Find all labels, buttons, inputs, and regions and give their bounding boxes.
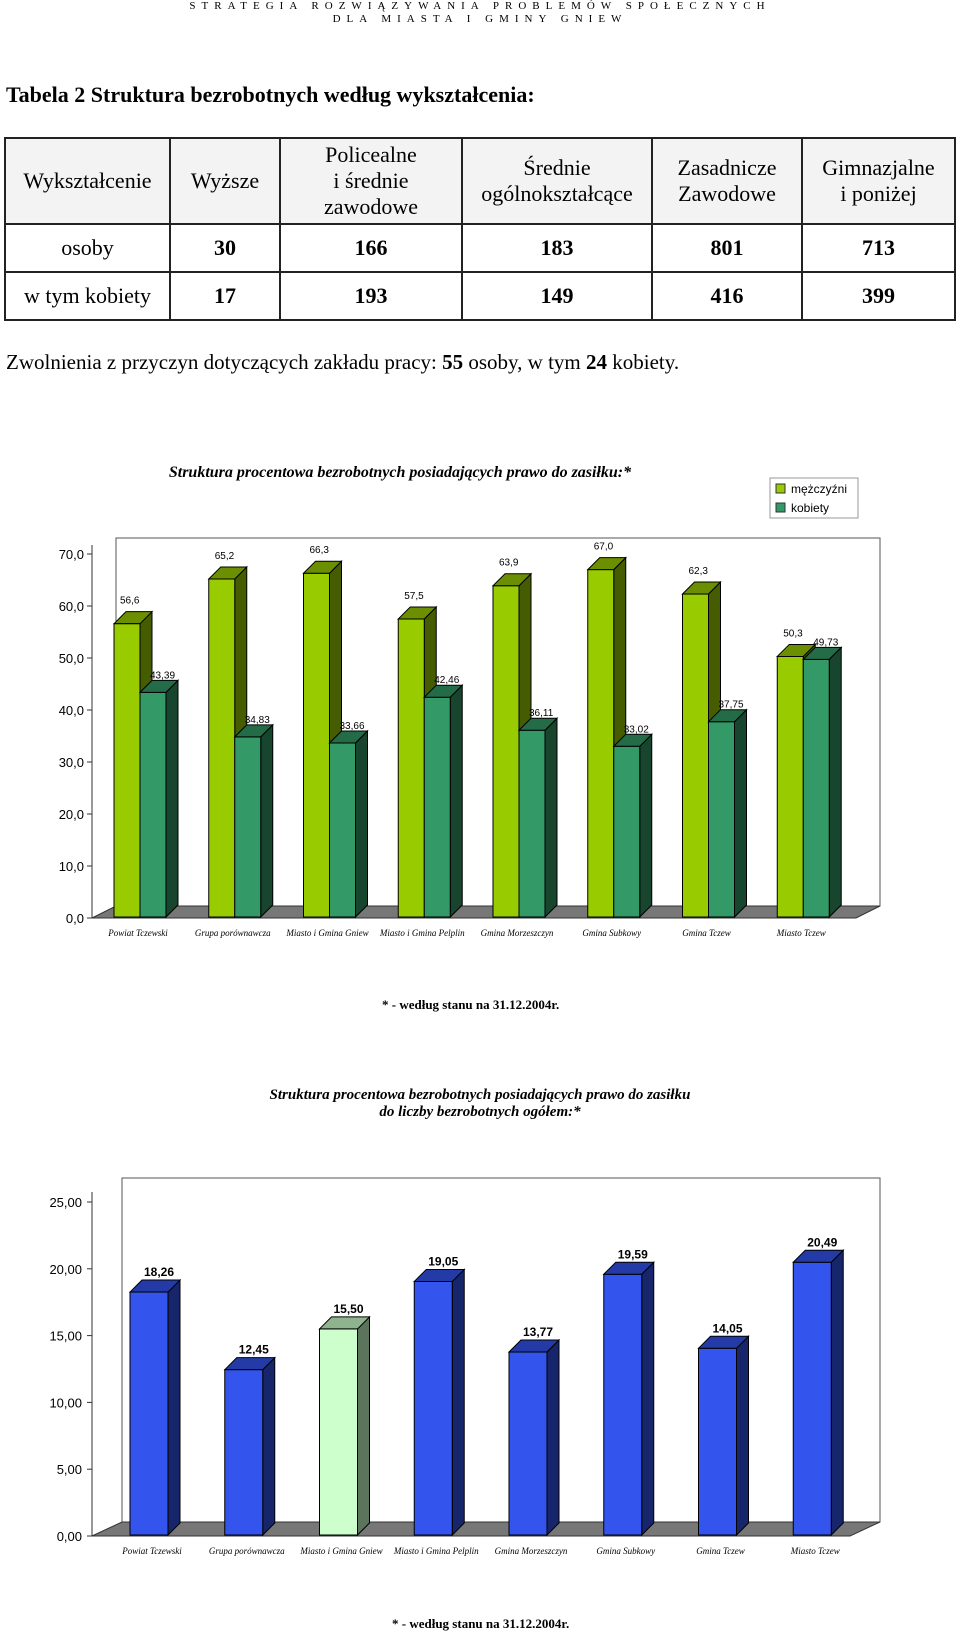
bar-front: [424, 697, 450, 917]
legend-swatch: [776, 484, 785, 493]
bar-front: [709, 722, 735, 917]
chart2-data-label: 13,77: [523, 1325, 554, 1340]
chart2-bar: [225, 1358, 275, 1535]
header-line-1: STRATEGIA ROZWIĄZYWANIA PROBLEMÓW SPOŁECZNYCH: [189, 0, 771, 12]
bar-front: [304, 573, 330, 917]
bar-side: [829, 647, 841, 917]
bar-side: [545, 718, 557, 917]
chart1-data-label: 57,5: [404, 591, 424, 602]
chart2-data-label: 14,05: [712, 1321, 743, 1336]
bar-side: [737, 1336, 749, 1535]
bar-front: [793, 1262, 831, 1535]
chart2-bar: [793, 1250, 843, 1535]
chart2-title: [120, 1087, 840, 1121]
bar-front: [225, 1370, 263, 1535]
bar-side: [735, 710, 747, 917]
table-cell: 17: [170, 272, 280, 320]
table-cell: 193: [280, 272, 462, 320]
header-cell-general-secondary: [462, 138, 652, 224]
table-cell: 713: [802, 224, 955, 272]
chart1-data-label: 49,73: [813, 637, 839, 649]
bar-side: [640, 734, 652, 917]
chart1-category-label: Gmina Morzeszczyn: [480, 928, 554, 938]
chart1-bar: [424, 685, 462, 917]
chart1-category-label: Powiat Tczewski: [108, 928, 168, 938]
bar-side: [547, 1340, 559, 1535]
note-text: kobiety.: [607, 350, 680, 374]
header-cell-postsecondary: [280, 138, 462, 224]
dismissal-note: [6, 350, 679, 375]
legend-label: mężczyźni: [791, 482, 848, 496]
chart1-bar: [519, 718, 557, 917]
bar-front: [777, 656, 803, 917]
chart1-category-label: Gmina Tczew: [682, 928, 731, 938]
chart2-footnote: * - według stanu na 31.12.2004r.: [392, 1616, 570, 1631]
chart1-category-label: Grupa porównawcza: [194, 928, 271, 938]
chart1-y-tick-label: 70,0: [58, 547, 84, 562]
legend-label: kobiety: [791, 501, 830, 515]
chart1-legend: [770, 478, 858, 518]
chart2-y-tick-label: 0,00: [56, 1529, 82, 1544]
chart2-title-line2: do liczby bezrobotnych ogółem:*: [379, 1104, 581, 1120]
bar-front: [493, 586, 519, 917]
bar-front: [235, 737, 261, 917]
header-cell-education: Wykształcenie: [5, 138, 170, 224]
table-title: Tabela 2 Struktura bezrobotnych według wykształcenia:: [6, 82, 535, 107]
header-text: Policealne: [325, 142, 417, 167]
chart1-data-label: 37,75: [718, 699, 744, 711]
chart1-bar: [709, 710, 747, 917]
header-line-2: DLA MIASTA I GMINY GNIEW: [332, 13, 628, 25]
chart1-y-tick-label: 10,0: [58, 859, 84, 874]
chart1-y-tick-label: 20,0: [58, 807, 84, 822]
chart1-data-label: 62,3: [688, 566, 708, 578]
chart1-data-label: 36,11: [529, 708, 554, 720]
header-cell-lower-secondary: [802, 138, 955, 224]
table-cell: 801: [652, 224, 802, 272]
header-text: ogólnokształcące: [481, 181, 633, 206]
chart2-bar: [320, 1317, 370, 1535]
chart1-bar: [330, 731, 368, 917]
note-number: 24: [586, 350, 608, 374]
chart1-category-label: Miasto i Gmina Pelplin: [379, 928, 465, 938]
note-text: osoby, w tym: [463, 350, 587, 374]
chart2-bar: [604, 1262, 654, 1535]
chart2-bar: [699, 1336, 749, 1535]
row-label: w tym kobiety: [5, 272, 170, 320]
chart2-bar: [414, 1269, 464, 1535]
header-text: zawodowe: [323, 194, 419, 219]
chart2-y-tick-label: 15,00: [49, 1328, 82, 1344]
table-cell: 416: [652, 272, 802, 320]
chart2-category-label: Powiat Tczewski: [122, 1546, 182, 1556]
chart1-y-tick-label: 0,0: [65, 911, 84, 926]
header-text: i średnie: [333, 168, 409, 193]
table-cell: 30: [170, 224, 280, 272]
note-number: 55: [442, 350, 464, 374]
chart1-category-label: Gmina Subkowy: [582, 928, 642, 938]
bar-front: [414, 1281, 452, 1535]
chart1-data-label: 67,0: [593, 541, 614, 553]
bar-front: [803, 659, 829, 917]
chart1-data-label: 34,83: [244, 714, 270, 726]
table-cell: 183: [462, 224, 652, 272]
chart1-data-label: 65,2: [214, 550, 235, 562]
bar-side: [166, 680, 178, 917]
education-table: [4, 137, 956, 321]
bar-side: [450, 685, 462, 917]
chart1-data-label: 66,3: [309, 545, 329, 557]
chart2-data-label: 18,26: [144, 1265, 175, 1280]
chart2-data-label: 12,45: [238, 1342, 269, 1357]
chart2-y-tick-label: 5,00: [56, 1462, 82, 1478]
bar-side: [261, 725, 273, 917]
chart2-bar: [130, 1280, 180, 1535]
table-cell: 166: [280, 224, 462, 272]
chart2-category-label: Grupa porównawcza: [208, 1546, 285, 1556]
bar-front: [320, 1329, 358, 1535]
bar-side: [168, 1280, 180, 1535]
chart1-title: Struktura procentowa bezrobotnych posiadających prawo do zasiłku:*: [168, 464, 632, 481]
chart2-category-label: Gmina Tczew: [696, 1546, 745, 1556]
bar-front: [588, 570, 614, 917]
note-text: Zwolnienia z przyczyn dotyczących zakładu pracy:: [6, 350, 443, 374]
bar-front: [130, 1292, 168, 1535]
bar-side: [831, 1250, 843, 1535]
chart1-y-tick-label: 30,0: [58, 755, 84, 770]
chart2-data-label: 15,50: [333, 1301, 364, 1316]
bar-side: [452, 1269, 464, 1535]
chart1-footnote: * - według stanu na 31.12.2004r.: [382, 997, 560, 1012]
chart2: [0, 1150, 960, 1620]
chart1-y-tick-label: 60,0: [58, 599, 84, 614]
header-cell-higher: Wyższe: [170, 138, 280, 224]
bar-front: [509, 1352, 547, 1535]
chart1-data-label: 33,02: [623, 724, 649, 736]
table-cell: 399: [802, 272, 955, 320]
header-text: Zasadnicze: [677, 155, 777, 180]
chart2-category-label: Gmina Morzeszczyn: [494, 1546, 568, 1556]
bar-front: [330, 743, 356, 917]
chart2-y-tick-label: 10,00: [49, 1395, 82, 1411]
row-label: osoby: [5, 224, 170, 272]
chart1-bar: [140, 680, 178, 917]
bar-front: [209, 579, 235, 917]
document-header: [0, 0, 960, 26]
chart2-category-label: Gmina Subkowy: [596, 1546, 656, 1556]
chart1-data-label: 50,3: [783, 628, 803, 640]
table-row: [5, 272, 955, 320]
bar-side: [356, 731, 368, 917]
table-cell: 149: [462, 272, 652, 320]
chart1-bar: [235, 725, 273, 917]
chart1-data-label: 33,66: [339, 720, 365, 732]
chart2-bar: [509, 1340, 559, 1535]
chart1-data-label: 56,6: [120, 595, 140, 607]
chart2-y-tick-label: 25,00: [49, 1195, 82, 1210]
chart2-floor: [92, 1522, 880, 1536]
bar-front: [398, 619, 424, 917]
header-cell-vocational: [652, 138, 802, 224]
chart2-category-label: Miasto i Gmina Gniew: [300, 1546, 383, 1556]
bar-front: [140, 692, 166, 917]
header-text: Gimnazjalne: [822, 155, 935, 180]
chart1-bar: [803, 647, 841, 917]
header-text: i poniżej: [840, 181, 917, 206]
chart1-category-label: Miasto Tczew: [776, 928, 826, 938]
chart2-data-label: 19,59: [617, 1247, 648, 1262]
header-text: Zawodowe: [678, 181, 776, 206]
chart1-y-tick-label: 40,0: [58, 703, 84, 718]
chart2-category-label: Miasto i Gmina Pelplin: [393, 1546, 479, 1556]
bar-side: [263, 1358, 275, 1535]
chart1: [0, 482, 960, 1020]
chart1-bar: [614, 734, 652, 917]
bar-side: [358, 1317, 370, 1535]
chart1-y-tick-label: 50,0: [58, 651, 84, 666]
chart2-y-tick-label: 20,00: [49, 1261, 82, 1277]
bar-side: [642, 1262, 654, 1535]
chart2-data-label: 20,49: [807, 1235, 838, 1250]
header-text: Średnie: [523, 155, 591, 180]
table-row: [5, 224, 955, 272]
chart2-data-label: 19,05: [428, 1254, 459, 1269]
bar-front: [699, 1348, 737, 1535]
table-header-row: [5, 138, 955, 224]
chart1-data-label: 42,46: [434, 675, 460, 687]
chart1-data-label: 43,39: [150, 670, 176, 682]
bar-front: [519, 730, 545, 917]
bar-front: [683, 594, 709, 917]
chart1-category-label: Miasto i Gmina Gniew: [286, 928, 369, 938]
bar-front: [114, 624, 140, 917]
chart2-category-label: Miasto Tczew: [790, 1546, 840, 1556]
bar-front: [614, 746, 640, 917]
chart1-data-label: 63,9: [499, 557, 519, 569]
chart2-title-line1: Struktura procentowa bezrobotnych posiadających prawo do zasiłku: [269, 1087, 691, 1103]
bar-front: [604, 1274, 642, 1535]
legend-swatch: [776, 503, 785, 512]
